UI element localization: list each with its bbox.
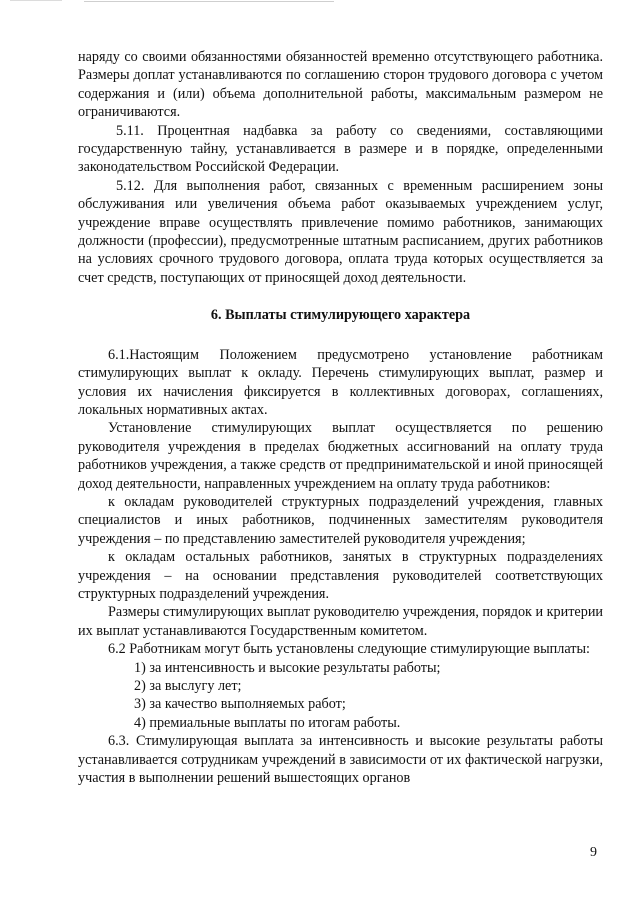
page-number: 9 [590, 845, 597, 860]
main-paragraphs [78, 346, 603, 659]
section-heading: 6. Выплаты стимулирующего характера [210, 307, 471, 324]
top-paragraphs [78, 48, 603, 287]
payment-types-list [78, 659, 603, 733]
scan-edge-mark [10, 0, 62, 1]
paragraph: к окладам руководителей структурных подразделений учреждения, главных специалистов и иных работников, подчиненных заместителям руководителя учреждения – по представлению заместителей руководителя учреждения; [78, 493, 603, 547]
paragraph: к окладам остальных работников, занятых в структурных подразделениях учреждения – на основании представления руководителей соответствующих структурных подразделений учреждения. [78, 549, 603, 602]
document-body [78, 48, 603, 787]
paragraph: наряду со своими обязанностями обязанностей временно отсутствующего работника. Размеры доплат устанавливаются по соглашению сторон трудового договора с учетом содержания и (или) объема дополнительной работы, максимальным размером не ограничиваются. [78, 49, 603, 121]
paragraph: 6.2 Работникам могут быть установлены следующие стимулирующие выплаты: [108, 641, 590, 658]
end-paragraphs [78, 732, 603, 787]
paragraph: 6.3. Стимулирующая выплата за интенсивность и высокие результаты работы устанавливается сотрудникам учреждений в зависимости от их фактической нагрузки, участия в выполнении решений вышестоящих органов [78, 733, 603, 787]
list-item: 4) премиальные выплаты по итогам работы. [134, 714, 401, 731]
paragraph: 6.1.Настоящим Положением предусмотрено установление работникам стимулирующих выплат к окладу. Перечень стимулирующих выплат, размер и условия их начисления фиксируется в коллективных договорах, соглашениях, локальных нормативных актах. [78, 346, 603, 418]
list-item: 1) за интенсивность и высокие результаты работы; [134, 659, 441, 676]
paragraph: Установление стимулирующих выплат осуществляется по решению руководителя учреждения в пределах бюджетных ассигнований на оплату труда работников учреждения, а также средств от предпринимательской и иной приносящей доход деятельности, направленных учреждением на оплату труда работников: [78, 420, 603, 492]
paragraph: 5.11. Процентная надбавка за работу со сведениями, составляющими государственную тайну, устанавливается в размере и в порядке, определенными законодательством Российской Федерации. [78, 122, 603, 176]
scan-edge-line [84, 1, 334, 2]
list-item: 2) за выслугу лет; [134, 678, 242, 694]
list-item: 3) за качество выполняемых работ; [134, 696, 346, 713]
paragraph: 5.12. Для выполнения работ, связанных с временным расширением зоны обслуживания или увеличения объема работ оказываемых учреждением услуг, учреждение вправе осуществлять привлечение помимо работников, занимающих должности (профессии), предусмотренные штатным расписанием, других работников на условиях срочного трудового договора, оплата труда которых осуществляется за счет средств, поступающих от приносящей доход деятельности. [78, 177, 603, 286]
paragraph: Размеры стимулирующих выплат руководителю учреждения, порядок и критерии их выплат устанавливаются Государственным комитетом. [78, 604, 603, 639]
